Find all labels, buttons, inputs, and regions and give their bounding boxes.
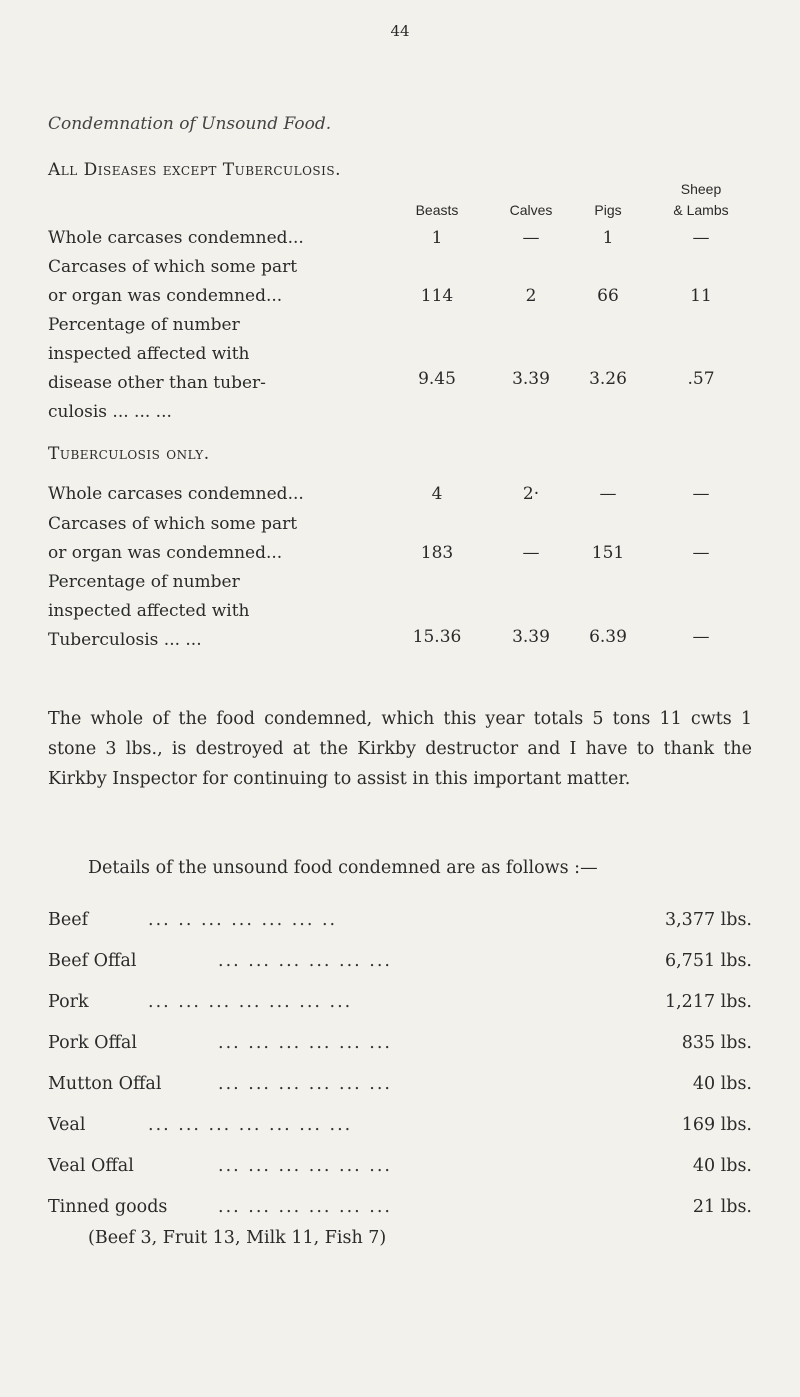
page-number: 44 [390, 22, 410, 40]
item-leader-dots: ... ... ... ... ... ... ... [148, 1115, 353, 1135]
row-label-carcases-part: Carcases of which some part or organ was condemned... [48, 514, 298, 563]
cell-sheep: — [692, 543, 710, 563]
cell-calves: 3.39 [512, 627, 550, 647]
cell-calves: 2 [525, 286, 537, 306]
row-label-whole-carcases: Whole carcases condemned... [48, 228, 304, 248]
item-name: Pork [48, 992, 89, 1012]
item-leader-dots: ... ... ... ... ... ... [218, 1074, 392, 1094]
row-label-percentage-tuberculosis: Percentage of number inspected affected with Tuberculosis ... ... [48, 572, 250, 650]
item-name: Veal [48, 1115, 86, 1135]
item-value: 40 lbs. [692, 1074, 752, 1094]
cell-sheep: — [692, 627, 710, 647]
cell-calves: — [522, 228, 540, 248]
cell-calves: 2· [522, 484, 540, 504]
item-value: 40 lbs. [692, 1156, 752, 1176]
cell-sheep: .57 [687, 369, 715, 389]
column-header-calves: Calves [509, 202, 553, 218]
cell-sheep: — [692, 484, 710, 504]
details-intro: Details of the unsound food condemned are as follows :— [88, 858, 598, 878]
cell-beasts: 15.36 [412, 627, 462, 647]
body-paragraph: The whole of the food condemned, which this year totals 5 tons 11 cwts 1 stone 3 lbs., is destroyed at the Kirkby destructor and I have to thank the Kirkby Inspector for continuing to assist in this important matter. [48, 709, 752, 789]
item-name: Tinned goods [48, 1197, 168, 1217]
item-leader-dots: ... ... ... ... ... ... [218, 1197, 392, 1217]
column-header-lambs: & Lambs [673, 202, 729, 218]
item-name: Pork Offal [48, 1033, 137, 1053]
cell-calves: — [522, 543, 540, 563]
item-leader-dots: ... ... ... ... ... ... [218, 951, 392, 971]
section-title-tuberculosis: Tuberculosis only. [48, 444, 210, 464]
item-name: Beef Offal [48, 951, 137, 971]
item-leader-dots: ... ... ... ... ... ... [218, 1156, 392, 1176]
item-name: Veal Offal [48, 1156, 134, 1176]
cell-beasts: 114 [420, 286, 454, 306]
row-label-carcases-part: Carcases of which some part or organ was condemned... [48, 257, 298, 306]
column-header-sheep: Sheep [680, 181, 722, 197]
cell-beasts: 4 [431, 484, 443, 504]
item-leader-dots: ... ... ... ... ... ... ... [148, 992, 353, 1012]
cell-pigs: 1 [602, 228, 614, 248]
item-value: 6,751 lbs. [664, 951, 752, 971]
cell-beasts: 9.45 [418, 369, 456, 389]
page-heading: Condemnation of Unsound Food. [48, 114, 332, 134]
column-header-beasts: Beasts [415, 202, 459, 218]
item-leader-dots: ... ... ... ... ... ... [218, 1033, 392, 1053]
cell-pigs: 66 [597, 286, 619, 306]
item-leader-dots: ... .. ... ... ... ... .. [148, 910, 338, 930]
row-label-percentage-disease: Percentage of number inspected affected with disease other than tuber- culosis ... ... ... [48, 315, 266, 422]
item-value: 835 lbs. [681, 1033, 752, 1053]
cell-beasts: 183 [420, 543, 454, 563]
section-title-all-diseases: All Diseases except Tuberculosis. [48, 160, 342, 180]
item-value: 21 lbs. [692, 1197, 752, 1217]
cell-pigs: 6.39 [589, 627, 627, 647]
cell-pigs: 3.26 [589, 369, 627, 389]
item-value: 3,377 lbs. [664, 910, 752, 930]
cell-pigs: — [599, 484, 617, 504]
item-value: 1,217 lbs. [664, 992, 752, 1012]
column-header-pigs: Pigs [594, 202, 622, 218]
item-name: Mutton Offal [48, 1074, 162, 1094]
cell-calves: 3.39 [512, 369, 550, 389]
details-note: (Beef 3, Fruit 13, Milk 11, Fish 7) [88, 1228, 387, 1248]
row-label-whole-carcases: Whole carcases condemned... [48, 484, 304, 504]
cell-pigs: 151 [591, 543, 625, 563]
item-name: Beef [48, 910, 89, 930]
cell-beasts: 1 [431, 228, 443, 248]
cell-sheep: 11 [690, 286, 712, 306]
item-value: 169 lbs. [681, 1115, 752, 1135]
cell-sheep: — [692, 228, 710, 248]
